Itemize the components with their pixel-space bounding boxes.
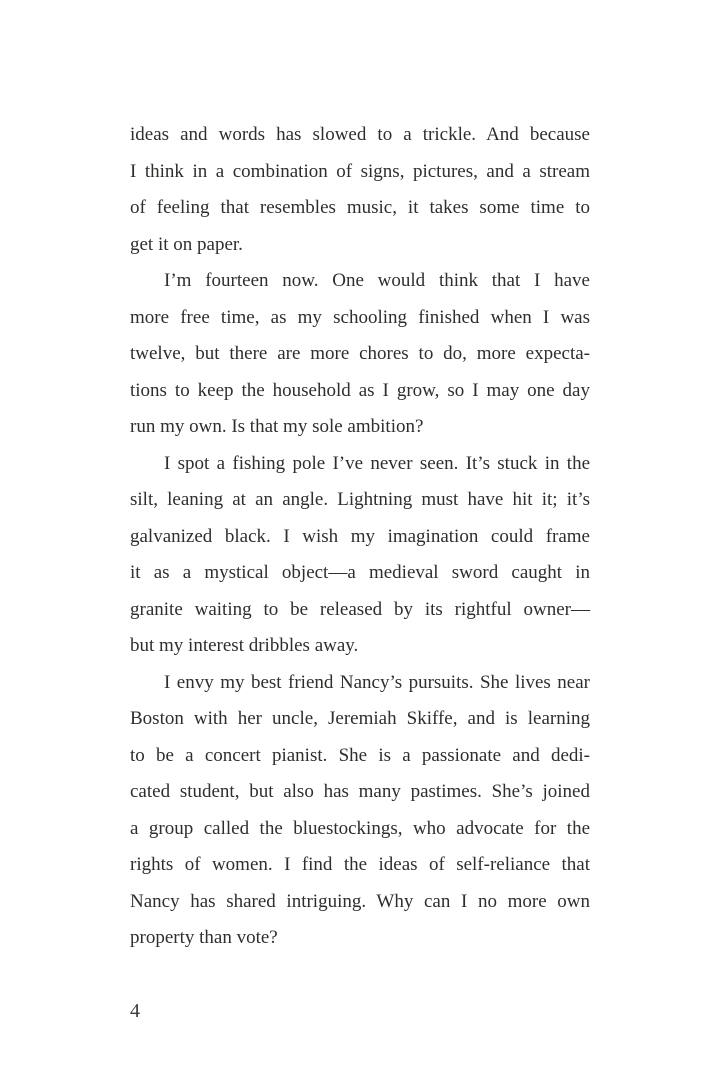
text-line: I spot a fishing pole I’ve never seen. It’s stuck in the xyxy=(164,452,590,474)
text-line: to be a concert pianist. She is a passionate and dedi- xyxy=(130,744,590,766)
text-line: get it on paper. xyxy=(130,233,243,255)
text-line: ideas and words has slowed to a trickle. And because xyxy=(130,124,590,145)
text-line: Boston with her uncle, Jeremiah Skiffe, and is learning xyxy=(130,708,590,729)
text-line: property than vote? xyxy=(130,927,278,948)
text-line: of feeling that resembles music, it takes some time to xyxy=(130,197,590,218)
text-block xyxy=(130,117,590,957)
text-line: twelve, but there are more chores to do, more expecta- xyxy=(130,343,590,364)
paragraph xyxy=(130,263,590,446)
paragraph xyxy=(130,665,590,957)
text-line: galvanized black. I wish my imagination could frame xyxy=(130,525,590,547)
page-number: 4 xyxy=(130,1000,140,1022)
paragraph xyxy=(130,446,590,665)
text-line: more free time, as my schooling finished when I was xyxy=(130,306,590,328)
paragraph xyxy=(130,117,590,263)
text-line: I think in a combination of signs, pictures, and a stream xyxy=(130,160,590,182)
text-line: a group called the bluestockings, who advocate for the xyxy=(130,817,590,839)
text-line: silt, leaning at an angle. Lightning must have hit it; it’s xyxy=(130,489,590,510)
text-line: I’m fourteen now. One would think that I have xyxy=(164,270,590,291)
text-line: I envy my best friend Nancy’s pursuits. She lives near xyxy=(164,671,590,693)
text-line: run my own. Is that my sole ambition? xyxy=(130,416,424,437)
text-line: but my interest dribbles away. xyxy=(130,635,359,656)
text-line: it as a mystical object—a medieval sword caught in xyxy=(130,562,590,583)
text-line: tions to keep the household as I grow, so I may one day xyxy=(130,379,590,401)
text-line: granite waiting to be released by its rightful owner— xyxy=(130,598,590,620)
text-line: rights of women. I find the ideas of self-reliance that xyxy=(130,854,590,875)
text-line: Nancy has shared intriguing. Why can I no more own xyxy=(130,890,590,912)
text-line: cated student, but also has many pastimes. She’s joined xyxy=(130,781,590,802)
